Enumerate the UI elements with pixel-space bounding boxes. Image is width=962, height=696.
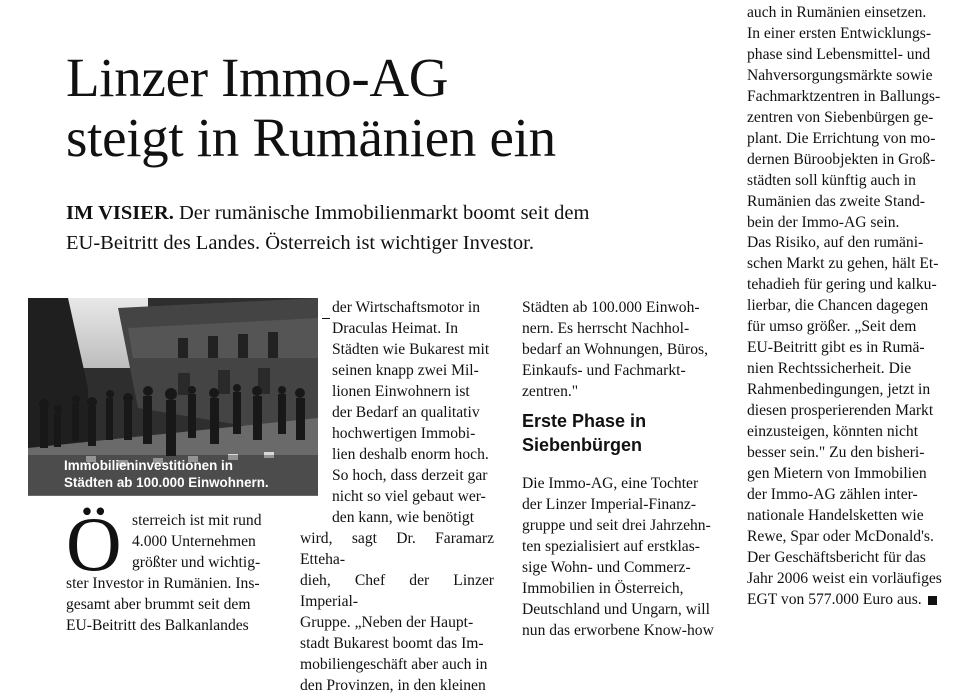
- column-4-line: bein der Immo-AG sein.: [747, 213, 900, 231]
- column-3-line: gruppe und seit drei Jahrzehn-: [522, 517, 711, 534]
- headline-line-1: Linzer Immo-AG: [66, 47, 449, 108]
- lead-line-2: EU-Beitritt des Landes. Österreich ist wichtiger Investor.: [66, 232, 534, 254]
- column-4-line: lierbar, die Chancen dagegen: [747, 297, 929, 315]
- column-2-bottom: [300, 528, 494, 696]
- column-2-line: der Wirtschaftsmotor in: [332, 299, 481, 316]
- column-3-line: Immobilien in Österreich,: [522, 580, 684, 597]
- column-2-line: Gruppe. „Neben der Haupt-: [300, 614, 474, 631]
- column-4-line: der Immo-AG zählen inter-: [747, 485, 918, 503]
- headline-line-2: steigt in Rumänien ein: [66, 107, 556, 168]
- column-2-line: stadt Bukarest boomt das Im-: [300, 635, 484, 652]
- column-2-line: lionen Einwohnern ist: [332, 383, 470, 400]
- photo-caption: [28, 455, 318, 495]
- headline: [66, 48, 706, 168]
- photo-caption-line-1: Immobilieninvestitionen in: [64, 458, 233, 473]
- column-2-line: den kann, wie benötigt: [332, 509, 475, 526]
- subhead-line-1: Erste Phase in: [522, 411, 647, 431]
- column-4-last-line-wrap: [747, 590, 947, 611]
- column-4-line: Das Risiko, auf den rumäni-: [747, 234, 924, 252]
- column-2-line: der Bedarf an qualitativ: [332, 404, 480, 421]
- column-1-line: EU-Beitritt des Balkanlandes: [66, 617, 249, 634]
- column-3-line: nun das erworbene Know-how: [522, 622, 714, 639]
- end-of-article-mark: [928, 596, 937, 605]
- column-3-line: der Linzer Imperial-Finanz-: [522, 496, 697, 513]
- column-2-line: seinen knapp zwei Mil-: [332, 362, 479, 379]
- column-4-line: diesen prosperierenden Markt: [747, 402, 934, 420]
- column-1-line: ster Investor in Rumänien. Ins-: [66, 575, 260, 592]
- column-1-line: sterreich ist mit rund: [132, 512, 262, 529]
- column-3-line: Einkaufs- und Fachmarkt-: [522, 362, 686, 379]
- column-2-line: nicht so viel gebaut wer-: [332, 488, 486, 505]
- column-1-bottom: [66, 573, 270, 636]
- column-3-line: Die Immo-AG, eine Tochter: [522, 475, 699, 492]
- column-4-line: Rumänien das zweite Stand-: [747, 192, 925, 210]
- column-3-line: Deutschland und Ungarn, will: [522, 601, 710, 618]
- lead-kicker: IM VISIER.: [66, 202, 174, 224]
- column-2-line: lien deshalb enorm hoch.: [332, 446, 489, 463]
- column-4-line: Fachmarktzentren in Ballungs-: [747, 87, 941, 105]
- column-3-line: bedarf an Wohnungen, Büros,: [522, 341, 708, 358]
- column-4-line: gen Mietern von Immobilien: [747, 464, 927, 482]
- column-4-line: schen Markt zu gehen, hält Et-: [747, 255, 939, 273]
- column-2-line: So hoch, dass derzeit gar: [332, 467, 488, 484]
- column-3-line: ten spezialisiert auf erstklas-: [522, 538, 700, 555]
- column-4-line: Nahversorgungsmärkte sowie: [747, 66, 933, 84]
- column-3-bottom: [522, 473, 714, 641]
- column-1-line: 4.000 Unternehmen: [132, 533, 256, 550]
- column-4-line: phase sind Lebensmittel- und: [747, 45, 931, 63]
- column-4-line: In einer ersten Entwicklungs-: [747, 24, 932, 42]
- column-divider-mark: [322, 318, 330, 319]
- column-1-line: gesamt aber brummt seit dem: [66, 596, 251, 613]
- column-4-line: Der Geschäftsbericht für das: [747, 548, 926, 566]
- column-3-line: Städten ab 100.000 Einwoh-: [522, 299, 700, 316]
- column-2-line: wird, sagt Dr. Faramarz Etteha-: [300, 530, 494, 568]
- column-4: [747, 3, 947, 611]
- column-4-line: einzusteigen, könnten nicht: [747, 423, 919, 441]
- column-3-line: zentren.": [522, 383, 579, 400]
- column-4-line: für umso größer. „Seit dem: [747, 318, 917, 336]
- column-4-line: EU-Beitritt gibt es in Rumä-: [747, 339, 925, 357]
- subhead-line-2: Siebenbürgen: [522, 435, 643, 455]
- column-2-line: mobiliengeschäft aber auch in: [300, 656, 488, 673]
- column-4-line: Jahr 2006 weist ein vorläufiges: [747, 569, 942, 587]
- column-2-line: Draculas Heimat. In: [332, 320, 458, 337]
- column-2-line: hochwertigen Immobi-: [332, 425, 476, 442]
- column-4-line: plant. Die Errichtung von mo-: [747, 129, 936, 147]
- column-4-line: städten soll künftig auch in: [747, 171, 916, 189]
- column-1-top: [132, 510, 270, 573]
- column-3-line: nern. Es herrscht Nachhol-: [522, 320, 690, 337]
- column-4-line: besser sein." Zu den bisheri-: [747, 444, 925, 462]
- column-4-line: Rahmenbedingungen, jetzt in: [747, 381, 931, 399]
- column-4-line: nien Rechtssicherheit. Die: [747, 360, 912, 378]
- column-3-top: [522, 297, 714, 402]
- column-4-line: dernen Büroobjekten in Groß-: [747, 150, 936, 168]
- column-4-line: zentren von Siebenbürgen ge-: [747, 108, 934, 126]
- column-4-line: EGT von 577.000 Euro aus.: [747, 590, 922, 608]
- column-4-line: tehadieh für gering und kalku-: [747, 276, 937, 294]
- column-2-line: dieh, Chef der Linzer Imperial-: [300, 572, 494, 610]
- column-4-line: nationale Handelsketten wie: [747, 506, 924, 524]
- photo-caption-line-2: Städten ab 100.000 Einwohnern.: [64, 475, 269, 490]
- column-4-line: auch in Rumänien einsetzen.: [747, 4, 927, 21]
- lead-line-1: Der rumänische Immobilienmarkt boomt seit dem: [178, 202, 590, 224]
- column-2-top: [332, 297, 494, 528]
- lead-paragraph: [66, 198, 706, 258]
- column-2-line: Städten wie Bukarest mit: [332, 341, 490, 358]
- column-2-line: den Provinzen, in den kleinen: [300, 677, 486, 694]
- section-subhead: [522, 409, 722, 457]
- column-1-line: größter und wichtig-: [132, 554, 261, 571]
- column-4-line: Rewe, Spar oder McDonald's.: [747, 527, 934, 545]
- drop-cap: Ö: [66, 501, 122, 587]
- column-3-line: sige Wohn- und Commerz-: [522, 559, 691, 576]
